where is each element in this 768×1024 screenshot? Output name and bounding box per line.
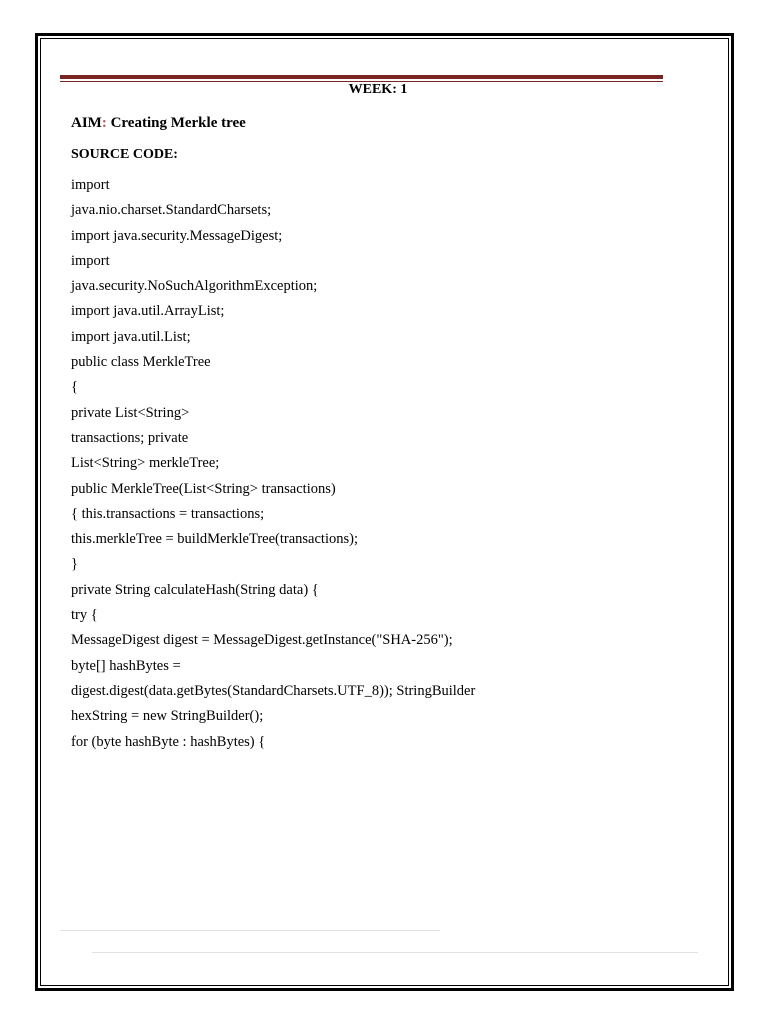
week-title: WEEK: 1 <box>348 82 408 97</box>
code-line: import <box>71 252 110 269</box>
code-line: hexString = new StringBuilder(); <box>71 708 264 725</box>
code-line: this.merkleTree = buildMerkleTree(transactions); <box>71 531 358 548</box>
code-line: { this.transactions = transactions; <box>71 505 265 522</box>
code-block <box>71 174 711 756</box>
header-rule-thick <box>60 75 663 79</box>
aim-line <box>71 114 246 132</box>
code-line: MessageDigest digest = MessageDigest.getInstance("SHA-256"); <box>71 632 453 649</box>
code-line: byte[] hashBytes = <box>71 657 181 674</box>
footer-rule-long <box>92 952 698 953</box>
aim-text: Creating Merkle tree <box>106 115 246 131</box>
code-line: try { <box>71 607 98 624</box>
code-line: import java.security.MessageDigest; <box>71 227 283 244</box>
source-code-heading: SOURCE CODE: <box>71 147 178 162</box>
code-line: { <box>71 379 78 396</box>
code-line: import java.util.List; <box>71 328 191 345</box>
code-line: import java.util.ArrayList; <box>71 303 225 320</box>
code-line: transactions; private <box>71 429 189 446</box>
code-line: } <box>71 556 78 573</box>
code-line: List<String> merkleTree; <box>71 455 220 472</box>
code-line: public MerkleTree(List<String> transactions) <box>71 480 336 497</box>
code-line: java.security.NoSuchAlgorithmException; <box>71 278 318 295</box>
code-line: java.nio.charset.StandardCharsets; <box>71 202 272 219</box>
code-line: import <box>71 177 110 193</box>
footer-rule-short <box>60 930 440 931</box>
code-line: private String calculateHash(String data) { <box>71 581 319 598</box>
aim-colon: : <box>101 115 107 131</box>
aim-label: AIM <box>71 115 102 131</box>
code-line: private List<String> <box>71 404 190 421</box>
code-line: public class MerkleTree <box>71 354 211 371</box>
code-line: digest.digest(data.getBytes(StandardCharsets.UTF_8)); StringBuilder <box>71 682 476 699</box>
code-line: for (byte hashByte : hashBytes) { <box>71 733 266 750</box>
